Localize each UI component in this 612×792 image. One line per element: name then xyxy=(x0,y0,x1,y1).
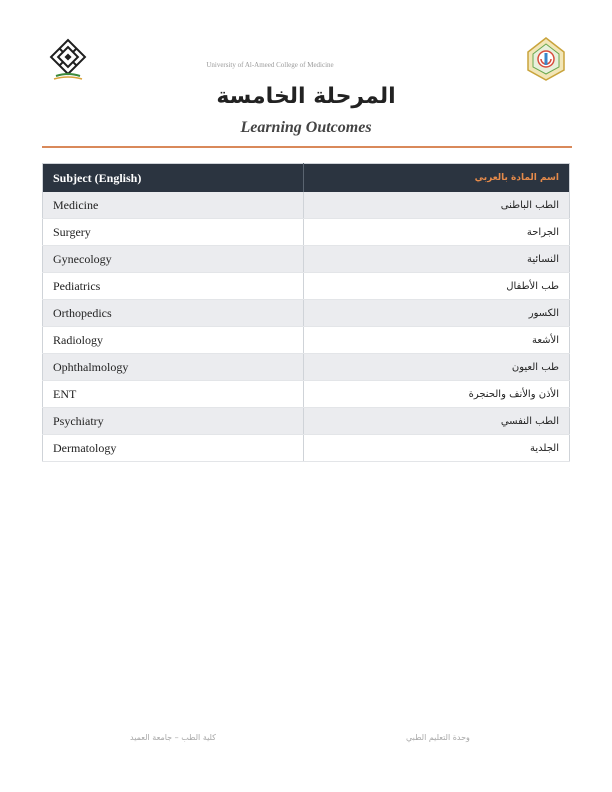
subject-english: ENT xyxy=(43,381,304,408)
table-row xyxy=(43,273,570,300)
column-header-english: Subject (English) xyxy=(43,164,304,193)
subject-arabic: الطب الباطنى xyxy=(304,192,570,219)
subject-english: Psychiatry xyxy=(43,408,304,435)
subject-english: Radiology xyxy=(43,327,304,354)
subject-english: Orthopedics xyxy=(43,300,304,327)
table-row xyxy=(43,219,570,246)
table-row xyxy=(43,354,570,381)
subject-arabic: النسائية xyxy=(304,246,570,273)
footer-college: كلية الطب – جامعة العميد xyxy=(130,733,216,742)
column-header-arabic: اسم المادة بالعربي xyxy=(304,164,570,193)
footer-unit: وحدة التعليم الطبي xyxy=(406,733,470,742)
page-subtitle: Learning Outcomes xyxy=(240,119,372,136)
table-row xyxy=(43,381,570,408)
subject-arabic: الأشعة xyxy=(304,327,570,354)
subject-arabic: طب الأطفال xyxy=(304,273,570,300)
page-title: المرحلة الخامسة xyxy=(216,84,396,109)
subject-english: Surgery xyxy=(43,219,304,246)
table-row xyxy=(43,435,570,462)
subject-arabic: الكسور xyxy=(304,300,570,327)
calligraphy-emblem-icon xyxy=(48,38,88,82)
college-seal-icon xyxy=(524,36,568,82)
subject-arabic: الأذن والأنف والحنجرة xyxy=(304,381,570,408)
table-row xyxy=(43,246,570,273)
table-row xyxy=(43,300,570,327)
subject-arabic: طب العيون xyxy=(304,354,570,381)
table-row xyxy=(43,327,570,354)
header-divider xyxy=(42,146,572,148)
subject-english: Medicine xyxy=(43,192,304,219)
subject-arabic: الجراحة xyxy=(304,219,570,246)
subject-english: Ophthalmology xyxy=(43,354,304,381)
university-name: University of Al-Ameed College of Medicine xyxy=(206,61,334,69)
subject-arabic: الطب النفسي xyxy=(304,408,570,435)
subject-english: Dermatology xyxy=(43,435,304,462)
subject-arabic: الجلدية xyxy=(304,435,570,462)
table-row xyxy=(43,192,570,219)
table-header-row xyxy=(43,164,570,193)
subjects-table xyxy=(42,163,570,462)
subject-english: Gynecology xyxy=(43,246,304,273)
table-row xyxy=(43,408,570,435)
subject-english: Pediatrics xyxy=(43,273,304,300)
